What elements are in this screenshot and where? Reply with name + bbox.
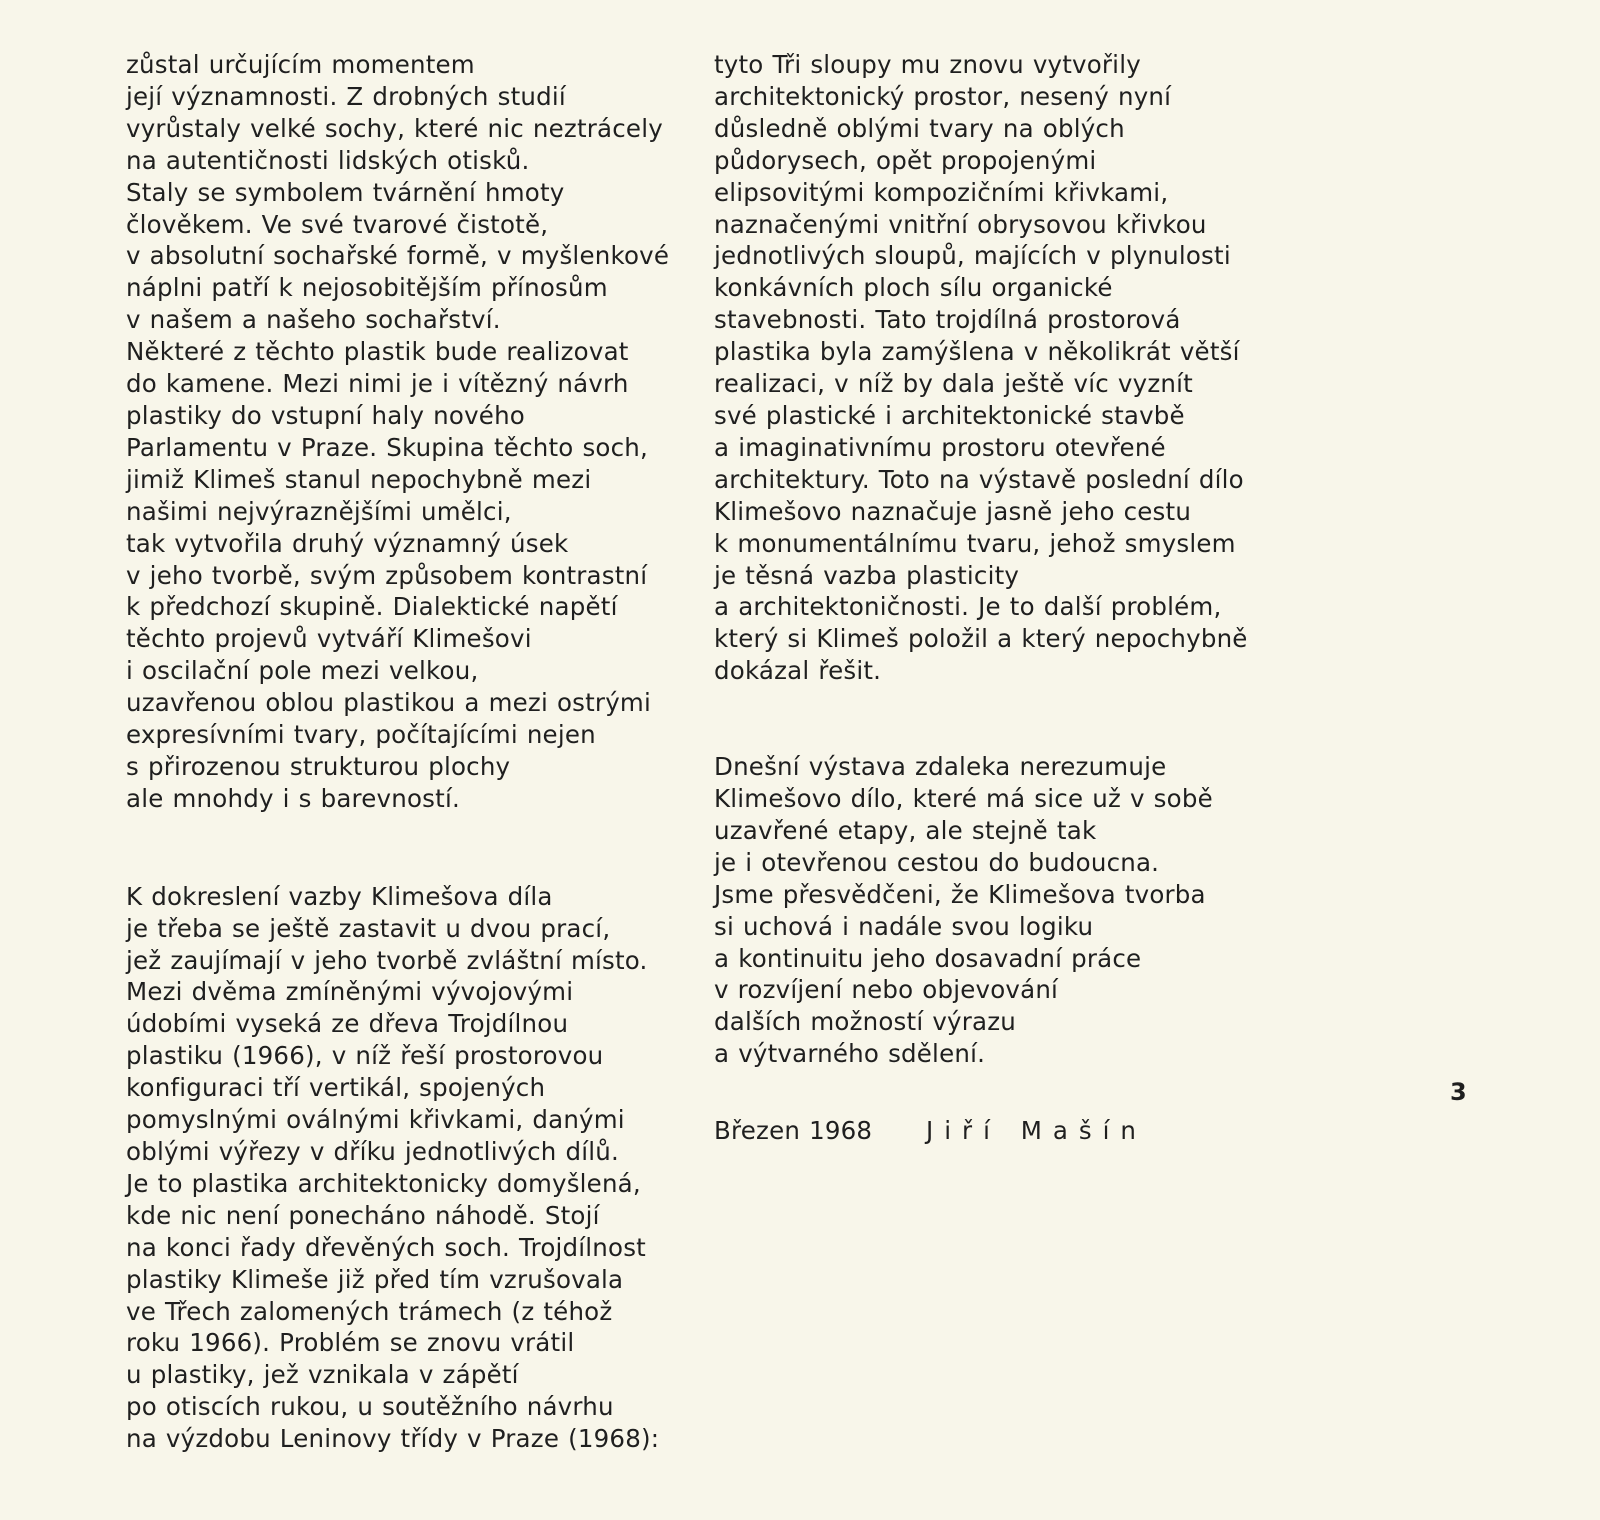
text-line: plastika byla zamýšlena v několikrát větší bbox=[714, 337, 1240, 367]
paragraph-spacer bbox=[714, 687, 1314, 751]
text-line: konfiguraci tří vertikál, spojených bbox=[126, 1073, 546, 1103]
text-line: Staly se symbolem tvárnění hmoty bbox=[126, 177, 565, 207]
text-line: oblými výřezy v dříku jednotlivých dílů. bbox=[126, 1137, 619, 1166]
text-line: elipsovitými kompozičními křivkami, bbox=[714, 177, 1169, 207]
text-line: své plastické i architektonické stavbě bbox=[714, 400, 1185, 430]
text-line: a architektoničnosti. Je to další problém, bbox=[714, 592, 1222, 622]
text-line: tak vytvořila druhý významný úsek bbox=[126, 528, 569, 558]
text-line: na výzdobu Leninovy třídy v Praze (1968): bbox=[126, 1424, 660, 1454]
text-line: její významnosti. Z drobných studií bbox=[126, 81, 566, 111]
text-line: dalších možností výrazu bbox=[714, 1007, 1016, 1037]
text-line: jež zaujímají v jeho tvorbě zvláštní místo. bbox=[126, 945, 648, 975]
text-line: a výtvarného sdělení. bbox=[714, 1039, 986, 1069]
text-line: k předchozí skupině. Dialektické napětí bbox=[126, 592, 618, 622]
text-line: jimiž Klimeš stanul nepochybně mezi bbox=[126, 464, 592, 494]
text-line: našimi nejvýraznějšími umělci, bbox=[126, 496, 512, 526]
text-line: v našem a našeho sochařství. bbox=[126, 305, 501, 335]
text-line: údobími vyseká ze dřeva Trojdílnou bbox=[126, 1009, 569, 1039]
text-line: plastiky Klimeše již před tím vzrušovala bbox=[126, 1264, 624, 1294]
text-line: a kontinuitu jeho dosavadní práce bbox=[714, 943, 1142, 973]
text-line: konkávních ploch sílu organické bbox=[714, 273, 1113, 303]
text-line: je těsná vazba plasticity bbox=[714, 560, 1020, 590]
text-line: Klimešovo naznačuje jasně jeho cestu bbox=[714, 496, 1192, 526]
page-number: 3 bbox=[1450, 1078, 1467, 1106]
text-line: vyrůstaly velké sochy, které nic neztrácely bbox=[126, 113, 663, 143]
paragraph-spacer bbox=[126, 815, 686, 881]
text-line: Klimešovo dílo, které má sice už v sobě bbox=[714, 784, 1213, 814]
text-line: naznačenými vnitřní obrysovou křivkou bbox=[714, 209, 1207, 239]
text-line: do kamene. Mezi nimi je i vítězný návrh bbox=[126, 369, 629, 399]
text-line: Mezi dvěma zmíněnými vývojovými bbox=[126, 977, 574, 1007]
text-line: Dnešní výstava zdaleka nerezumuje bbox=[714, 752, 1167, 782]
text-line: v jeho tvorbě, svým způsobem kontrastní bbox=[126, 560, 648, 590]
text-line: půdorysech, opět propojenými bbox=[714, 145, 1097, 175]
text-line: u plastiky, jež vznikala v zápětí bbox=[126, 1360, 519, 1390]
text-line: uzavřené etapy, ale stejně tak bbox=[714, 815, 1097, 845]
text-line: na autentičnosti lidských otisků. bbox=[126, 145, 530, 175]
text-line: roku 1966). Problém se znovu vrátil bbox=[126, 1328, 575, 1358]
text-line: plastiky do vstupní haly nového bbox=[126, 400, 525, 430]
text-line: plastiku (1966), v níž řeší prostorovou bbox=[126, 1041, 604, 1071]
text-line: architektury. Toto na výstavě poslední dílo bbox=[714, 464, 1244, 494]
text-line: pomyslnými oválnými křivkami, danými bbox=[126, 1105, 625, 1135]
text-line: je třeba se ještě zastavit u dvou prací, bbox=[126, 913, 611, 943]
text-line: si uchová i nadále svou logiku bbox=[714, 911, 1094, 941]
text-line: jednotlivých sloupů, majících v plynulosti bbox=[714, 241, 1231, 271]
text-line: na konci řady dřevěných soch. Trojdílnost bbox=[126, 1232, 646, 1262]
right-paragraph-2 bbox=[714, 751, 1314, 1070]
text-line: tyto Tři sloupy mu znovu vytvořily bbox=[714, 50, 1141, 79]
text-line: v rozvíjení nebo objevování bbox=[714, 975, 1059, 1005]
text-line: architektonický prostor, nesený nyní bbox=[714, 81, 1172, 111]
text-line: a imaginativnímu prostoru otevřené bbox=[714, 432, 1166, 462]
text-line: uzavřenou oblou plastikou a mezi ostrými bbox=[126, 688, 651, 718]
text-line: těchto projevů vytváří Klimešovi bbox=[126, 624, 532, 654]
text-line: Parlamentu v Praze. Skupina těchto soch, bbox=[126, 432, 648, 462]
text-line: kde nic není ponecháno náhodě. Stojí bbox=[126, 1200, 600, 1230]
text-line: ale mnohdy i s barevností. bbox=[126, 783, 460, 813]
text-line: k monumentálnímu tvaru, jehož smyslem bbox=[714, 528, 1236, 558]
text-line: člověkem. Ve své tvarové čistotě, bbox=[126, 209, 549, 239]
text-line: realizaci, v níž by dala ještě víc vyznít bbox=[714, 369, 1193, 399]
text-line: náplni patří k nejosobitějším přínosům bbox=[126, 273, 608, 303]
text-line: i oscilační pole mezi velkou, bbox=[126, 656, 479, 686]
text-line: důsledně oblými tvary na oblých bbox=[714, 113, 1125, 143]
signature-spacer bbox=[714, 1070, 1314, 1115]
text-line: s přirozenou strukturou plochy bbox=[126, 751, 511, 781]
right-paragraph-1 bbox=[714, 49, 1314, 687]
text-line: po otiscích rukou, u soutěžního návrhu bbox=[126, 1392, 614, 1422]
signature-author: Jiří Mašín bbox=[926, 1116, 1147, 1146]
text-line: Je to plastika architektonicky domyšlená, bbox=[126, 1168, 641, 1198]
text-line: v absolutní sochařské formě, v myšlenkové bbox=[126, 241, 670, 271]
text-line: ve Třech zalomených trámech (z téhož bbox=[126, 1296, 613, 1326]
text-line: Jsme přesvědčeni, že Klimešova tvorba bbox=[714, 879, 1206, 909]
text-line: dokázal řešit. bbox=[714, 656, 882, 686]
text-line: který si Klimeš položil a který nepochybně bbox=[714, 624, 1248, 654]
signature-date: Březen 1968 bbox=[714, 1116, 873, 1146]
right-column bbox=[714, 49, 1314, 1147]
text-line: expresívními tvary, počítajícími nejen bbox=[126, 720, 596, 750]
left-paragraph-2 bbox=[126, 881, 686, 1455]
text-line: K dokreslení vazby Klimešova díla bbox=[126, 881, 553, 911]
text-line: je i otevřenou cestou do budoucna. bbox=[714, 847, 1160, 877]
left-column bbox=[126, 49, 686, 1455]
signature bbox=[714, 1115, 1314, 1147]
left-paragraph-1 bbox=[126, 49, 686, 815]
text-line: stavebnosti. Tato trojdílná prostorová bbox=[714, 305, 1181, 335]
text-line: Některé z těchto plastik bude realizovat bbox=[126, 337, 629, 367]
text-line: zůstal určujícím momentem bbox=[126, 50, 475, 79]
